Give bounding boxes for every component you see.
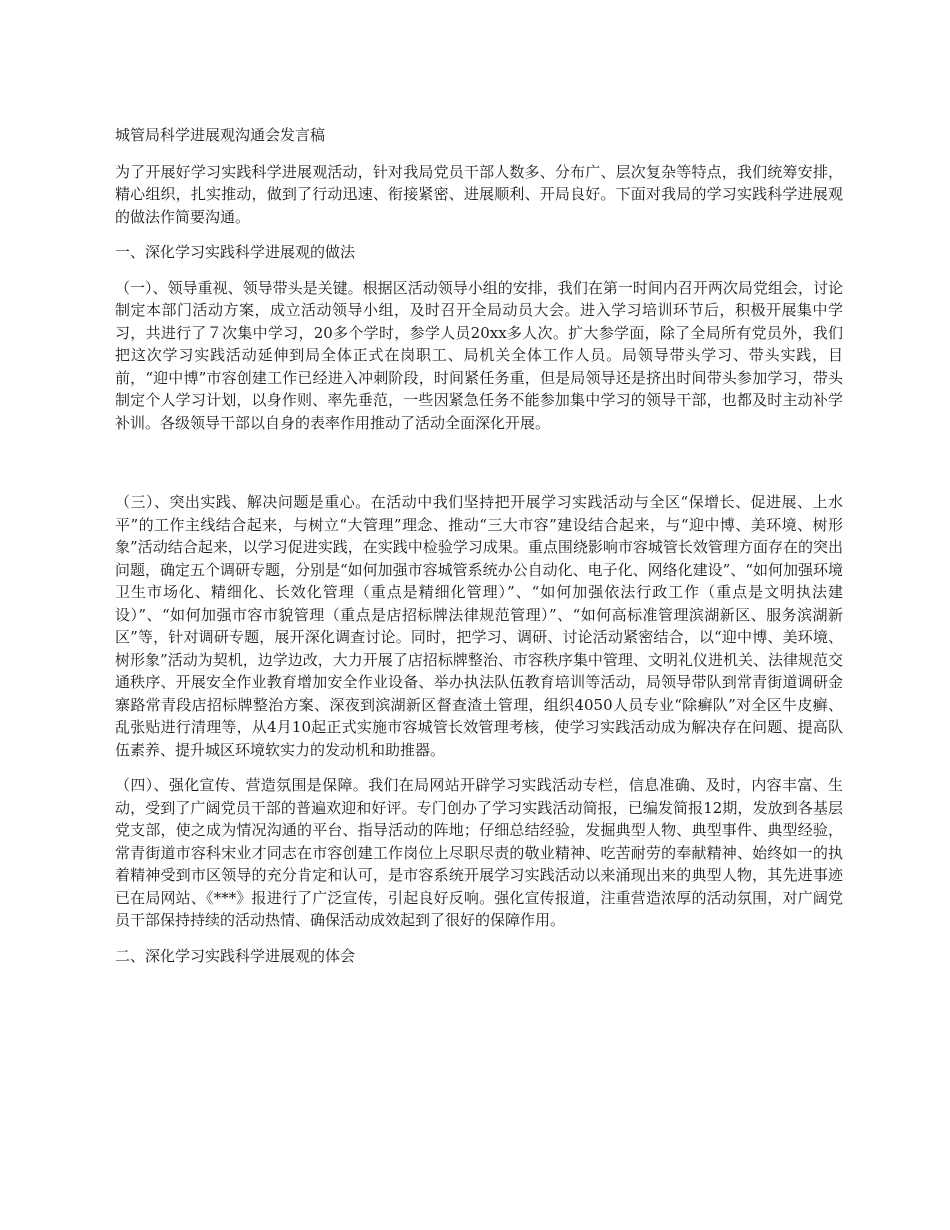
section-heading-experience: 二、深化学习实践科学进展观的体会	[115, 946, 356, 965]
document-page	[115, 124, 843, 980]
paragraph-publicity: （四）、强化宣传、营造氛围是保障。我们在局网站开辟学习实践活动专栏，信息准确、及时，内容丰富、生动，受到了广阔党员干部的普遍欢迎和好评。专门创办了学习实践活动简报，已编发简报12期，发放到各基层党支部，使之成为情况沟通的平台、指导活动的阵地；仔细总结经验，发掘典型人物、典型事件、典型经验，常青街道市容科宋业才同志在市容创建工作岗位上尽职尽责的敬业精神、吃苦耐劳的奉献精神、始终如一的执着精神受到市区领导的充分肯定和认可，是市容系统开展学习实践活动以来涌现出来的典型人物，其先进事迹已在局网站、《***》报进行了广泛宣传，引起良好反响。强化宣传报道，注重营造浓厚的活动氛围，对广阔党员干部保持持续的活动热情、确保活动成效起到了很好的保障作用。	[115, 776, 843, 929]
section-heading-practices: 一、深化学习实践科学进展观的做法	[115, 243, 356, 261]
paragraph-practice: （三）、突出实践、解决问题是重心。在活动中我们坚持把开展学习实践活动与全区“保增长、促进展、上水平”的工作主线结合起来，与树立“大管理”理念、推动“三大市容”建设结合起来，与“迎中博、美环境、树形象”活动结合起来，以学习促进实践，在实践中检验学习成果。重点围绕影响市容城管长效管理方面存在的突出问题，确定五个调研专题，分别是“如何加强市容城管系统办公自动化、电子化、网络化建设”、“如何加强环境卫生市场化、精细化、长效化管理（重点是精细化管理）”、“如何加强依法行政工作（重点是文明执法建设）”、“如何加强市容市貌管理（重点是店招标牌法律规范管理）”、“如何高标准管理滨湖新区、服务滨湖新区”等，针对调研专题，展开深化调查讨论。同时，把学习、调研、讨论活动紧密结合，以“迎中博、美环境、树形象”活动为契机，边学边改，大力开展了店招标牌整治、市容秩序集中管理、文明礼仪进机关、法律规范交通秩序、开展安全作业教育增加安全作业设备、举办执法队伍教育培训等活动，局领导带队到常青街道调研金寨路常青段店招标牌整治方案、深夜到滨湖新区督查渣土管理，组织4050人员专业“除癣队”对全区牛皮癣、乱张贴进行清理等，从4月10起正式实施市容城管长效管理考核，使学习实践活动成为解决存在问题、提高队伍素养、提升城区环境软实力的发动机和助推器。	[115, 493, 844, 759]
paragraph-leadership: （一）、领导重视、领导带头是关键。根据区活动领导小组的安排，我们在第一时间内召开两次局党组会，讨论制定本部门活动方案，成立活动领导小组，及时召开全局动员大会。进入学习培训环节后，积极开展集中学习，共进行了７次集中学习，20多个学时，参学人员20xx多人次。扩大参学面，除了全局所有党员外，我们把这次学习实践活动延伸到局全体正式在岗职工、局机关全体工作人员。局领导带头学习、带头实践，目前，“迎中博”市容创建工作已经进入冲刺阶段，时间紧任务重，但是局领导还是挤出时间带头参加学习，带头制定个人学习计划，以身作则、率先垂范，一些因紧急任务不能参加集中学习的领导干部，也都及时主动补学补训。各级领导干部以自身的表率作用推动了活动全面深化开展。	[115, 278, 843, 432]
document-title: 城管局科学进展观沟通会发言稿	[115, 126, 326, 144]
intro-paragraph: 为了开展好学习实践科学进展观活动，针对我局党员干部人数多、分布广、层次复杂等特点，我们统筹安排，精心组织，扎实推动，做到了行动迅速、衔接紧密、进展顺利、开局良好。下面对我局的学习实践科学进展观的做法作简要沟通。	[115, 162, 843, 226]
blank-gap	[115, 447, 843, 491]
